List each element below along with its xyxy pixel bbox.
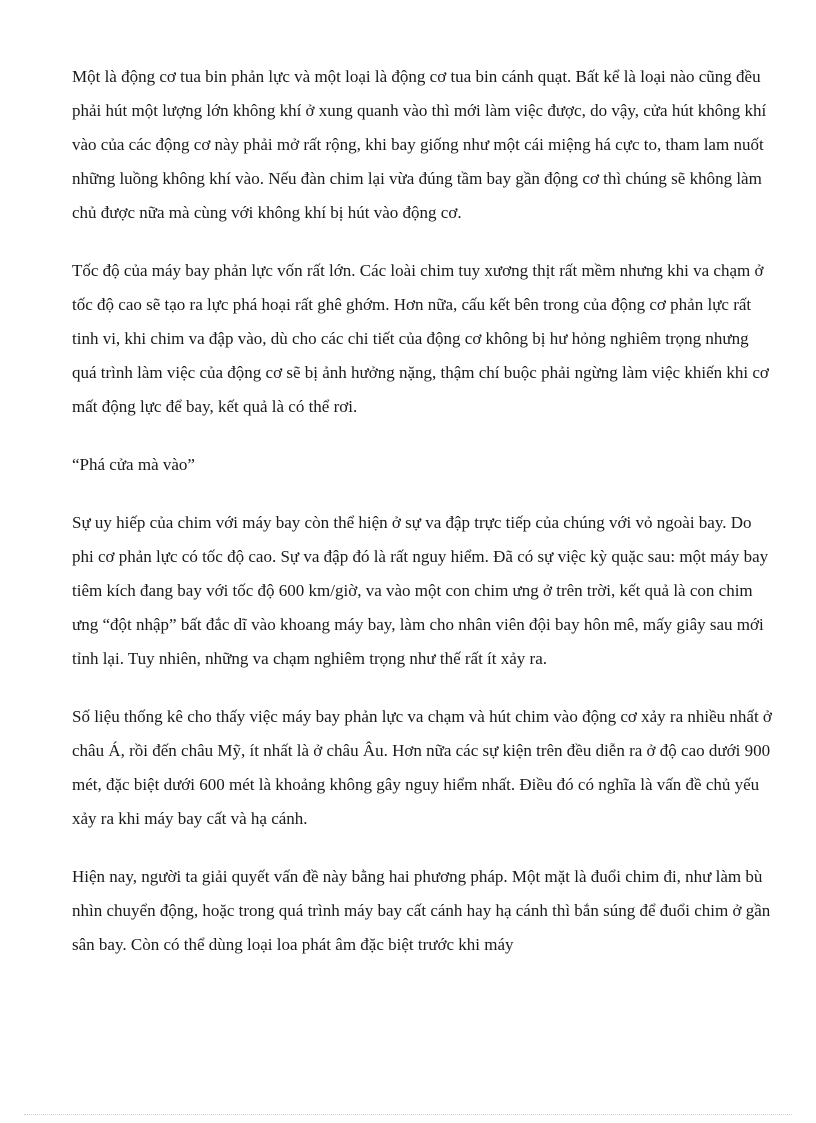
- section-heading: “Phá cửa mà vào”: [72, 455, 195, 474]
- paragraph-engine-types: Một là động cơ tua bin phản lực và một loại là động cơ tua bin cánh quạt. Bất kể là loại nào cũng đều phải hút một lượng lớn không khí ở xung quanh vào thì mới làm việc được, do vậy, cửa hút không khí vào của các động cơ này phải mở rất rộng, khi bay giống như một cái miệng há cực to, tham lam nuốt những luồng không khí vào. Nếu đàn chim lại vừa đúng tầm bay gần động cơ thì chúng sẽ không làm chủ được nữa mà cùng với không khí bị hút vào động cơ.: [72, 67, 767, 222]
- document-page: [72, 60, 772, 986]
- paragraph-direct-collision: Sự uy hiếp của chim với máy bay còn thể hiện ở sự va đập trực tiếp của chúng với vỏ ngoài bay. Do phi cơ phản lực có tốc độ cao. Sự va đập đó là rất nguy hiểm. Đã có sự việc kỳ quặc sau: một máy bay tiêm kích đang bay với tốc độ 600 km/giờ, va vào một con chim ưng ở trên trời, kết quả là con chim ưng “đột nhập” bất đắc dĩ vào khoang máy bay, làm cho nhân viên đội bay hôn mê, mấy giây sau mới tỉnh lại. Tuy nhiên, những va chạm nghiêm trọng như thế rất ít xảy ra.: [72, 513, 769, 668]
- paragraph-jet-speed: Tốc độ của máy bay phản lực vốn rất lớn. Các loài chim tuy xương thịt rất mềm nhưng khi va chạm ở tốc độ cao sẽ tạo ra lực phá hoại rất ghê ghớm. Hơn nữa, cấu kết bên trong của động cơ phản lực rất tinh vi, khi chim va đập vào, dù cho các chi tiết của động cơ không bị hư hỏng nghiêm trọng nhưng quá trình làm việc của động cơ sẽ bị ảnh hưởng nặng, thậm chí buộc phải ngừng làm việc khiến khi cơ mất động lực để bay, kết quả là có thể rơi.: [72, 261, 769, 416]
- page-bottom-divider: [24, 1114, 792, 1115]
- paragraph-statistics: Số liệu thống kê cho thấy việc máy bay phản lực va chạm và hút chim vào động cơ xảy ra nhiều nhất ở châu Á, rồi đến châu Mỹ, ít nhất là ở châu Âu. Hơn nữa các sự kiện trên đều diễn ra ở độ cao dưới 900 mét, đặc biệt dưới 600 mét là khoảng không gây nguy hiểm nhất. Điều đó có nghĩa là vấn đề chủ yếu xảy ra khi máy bay cất và hạ cánh.: [72, 707, 772, 828]
- paragraph-solutions: Hiện nay, người ta giải quyết vấn đề này bằng hai phương pháp. Một mặt là đuổi chim đi, như làm bù nhìn chuyển động, hoặc trong quá trình máy bay cất cánh hay hạ cánh thì bắn súng để đuổi chim ở gần sân bay. Còn có thể dùng loại loa phát âm đặc biệt trước khi máy: [72, 867, 771, 954]
